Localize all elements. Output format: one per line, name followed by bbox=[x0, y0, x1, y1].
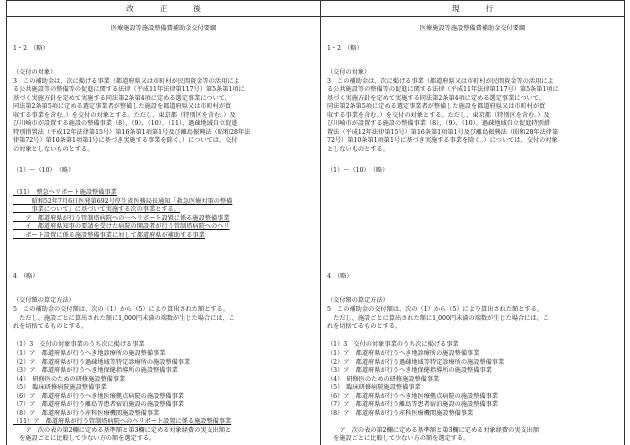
left-line: 収する事業を含む。）を交付の対象とする。ただし、東京都（特別区を含む。）及 bbox=[13, 112, 316, 119]
right-line: れを切捨てるものとする。 bbox=[327, 323, 620, 330]
left-line: 3 この補助金は、次に掲げる事業（都道府県又は市町村が民間資金等の活用によ bbox=[13, 78, 316, 85]
left-line: の対象としないものとする。 bbox=[13, 146, 316, 153]
left-amended-line: イ 都道府県知事の要請を受けた病院の開設者が行う管制塔病院へのヘリ bbox=[13, 223, 316, 230]
current-column bbox=[321, 17, 625, 445]
left-line: 基づく実施方針を定めて実施する同法第2条第4項に定める選定事業について、 bbox=[13, 95, 316, 102]
left-amended-line: ポート設置に係る施設整備事業に対して都道府県が補助する事業 bbox=[13, 232, 316, 239]
left-line: れを切捨てるものとする。 bbox=[13, 323, 316, 330]
current-text bbox=[321, 17, 624, 445]
right-line: 医療施設等施設整備費補助金交付要綱 bbox=[321, 25, 624, 32]
right-line: 同法第2条第5項に定める選定事業者が整備した施設を都道府県又は市町村が買 bbox=[327, 103, 620, 110]
amended-column bbox=[7, 17, 321, 445]
right-line: としないものとする。 bbox=[327, 146, 620, 153]
header-row bbox=[7, 1, 625, 17]
right-line: （交付額の算定方法） bbox=[327, 297, 620, 304]
right-line: （6）ア 都道府県が行うへき地医療拠点病院の施設整備事業 bbox=[327, 393, 620, 400]
right-line: 72号）第10条第1項第1号に基づき実施する事業を除く。）については、交付の対象 bbox=[327, 137, 620, 144]
left-amended-line: ア 都道府県が行う管制塔病院への一ヘリポート設置に係る施設整備事業 bbox=[13, 215, 316, 222]
left-line: 同法第2条第5項に定める選定事業者が整備した施設を都道府県又は市町村が買 bbox=[13, 103, 316, 110]
left-line: 1・2 （略） bbox=[13, 45, 316, 52]
right-line: る公共施設等の整備等の促進に関する法律（平成11年法律第117号）第5条第1項に bbox=[327, 86, 620, 93]
right-line: ただし、施設ごとに算出された額に1,000円未満の端数が生じた場合には、こ bbox=[327, 315, 620, 322]
left-line: を施設ごとに比較して少ない方の額を選定する。 bbox=[13, 435, 316, 442]
left-line: 5 この補助金の交付額は、次の（1）から（5）により算出された額とする。 bbox=[13, 306, 316, 313]
left-line: （6）ア 都道府県が行うへき地医療拠点病院の施設整備事業 bbox=[13, 393, 316, 400]
left-line: （4） 研修医のための研修施設整備事業 bbox=[13, 376, 316, 383]
right-line: 1・2 （略） bbox=[327, 45, 620, 52]
right-line: 4 （略） bbox=[327, 273, 620, 280]
right-line: （1）～（10） （略） bbox=[327, 167, 620, 174]
header-amended: 改正後 bbox=[7, 1, 321, 17]
right-line: （1）ア 都道府県が行うへき地診療所の施設整備事業 bbox=[327, 350, 620, 357]
left-line: （交付の対象） bbox=[13, 69, 316, 76]
right-line: （5） 臨床研修病院施設整備事業 bbox=[327, 384, 620, 391]
left-amended-line: 昭和52年7月6日医発第692号厚生省医務局長通知「救急医療対策の整備 bbox=[13, 198, 316, 205]
right-line: 5 この補助金の交付額は、次の（1）から（5）により算出された額とする。 bbox=[327, 306, 620, 313]
left-line: （2）ア 都道府県が行う過疎地域等特定診療所の施設整備事業 bbox=[13, 359, 316, 366]
right-line: 3 この補助金は、次に掲げる事業（都道府県又は市町村が民間資金等の活用によ bbox=[327, 78, 620, 85]
amended-text bbox=[7, 17, 320, 445]
left-line: る公共施設等の整備等の促進に関する法律（平成11年法律第117号）第5条第1項に bbox=[13, 86, 316, 93]
right-line: （1）3 交付の対象事業のうち次に掲げる事業 bbox=[327, 341, 620, 348]
left-line: （3）ア 都道府県が行うへき地保健指導所の施設整備事業 bbox=[13, 367, 316, 374]
left-line: （1）～（10） （略） bbox=[13, 167, 316, 174]
right-line: （4） 研修医のための研修施設整備事業 bbox=[327, 376, 620, 383]
left-amended-line: （11）ア 都道府県が行う管制塔病院へのヘリポート設置に係る施設整備事業 bbox=[13, 418, 316, 425]
left-line: （1）ア 都道府県が行うへき地診療所の施設整備事業 bbox=[13, 350, 316, 357]
right-line: （交付の対象） bbox=[327, 69, 620, 76]
left-amended-line: 事業について」に基づいて実施する次の事業とする。 bbox=[13, 206, 316, 213]
body-row bbox=[7, 17, 625, 445]
right-line: び川崎市が設置する施設の整備事業（8）、（9）、（10）、過疎地域自立促進特別措 bbox=[327, 120, 620, 127]
left-line: ただし、施設ごとに算出された額に1,000円未満の端数が生じた場合には、こ bbox=[13, 315, 316, 322]
right-line: （7）ア 都道府県が行う離島等患者宿泊施設の施設整備事業 bbox=[327, 401, 620, 408]
left-line: （交付額の算定方法） bbox=[13, 297, 316, 304]
right-line: （3）ア 都道府県が行うへき地保健指導所の施設整備事業 bbox=[327, 367, 620, 374]
right-line: を施設ごとに比較して少ない方の額を選定する。 bbox=[327, 435, 620, 442]
left-line: 4 （略） bbox=[13, 273, 316, 280]
left-line: び川崎市が設置する施設の整備事業（8）、（9）、（10）、（11）、過疎地域自立促進 bbox=[13, 120, 316, 127]
right-line: 収する事業を含む。）を交付の対象とする。ただし、東京都（特別区を含む。）及 bbox=[327, 112, 620, 119]
right-line: ア 次の表の第2欄に定める基準額と第3欄に定める対象経費の実支出額 bbox=[327, 427, 620, 434]
left-line: 医療施設等施設整備費補助金交付要綱 bbox=[7, 25, 320, 32]
left-line: ア 次の表の第2欄に定める基準額と第3欄に定める対象経費の実支出額と bbox=[13, 427, 316, 434]
right-line: 基づく実施方針を定めて実施する同法第2条第4項に定める選定事業について、 bbox=[327, 95, 620, 102]
comparison-table bbox=[6, 0, 625, 445]
left-line: （8）ア 都道府県が行う産科医療機関施設整備事業 bbox=[13, 410, 316, 417]
comparison-document bbox=[6, 0, 624, 441]
header-current: 現行 bbox=[321, 1, 625, 17]
left-amended-line: （11） 整急ヘリポート施設整備事業 bbox=[13, 189, 316, 196]
right-line: （2）ア 都道府県が行う過疎地域等特定診療所の施設整備事業 bbox=[327, 359, 620, 366]
left-line: （1）3 交付の対象事業のうち次に掲げる事業 bbox=[13, 341, 316, 348]
left-line: 律第72号）第10条第1項第1号に基づき実施する事業を除く。）については、交付 bbox=[13, 137, 316, 144]
left-line: （5） 臨床研修病院施設整備事業 bbox=[13, 384, 316, 391]
left-line: 特別措置法（平成12年法律第15号）第16条第1項第1号及び離島振興法（昭和28年法 bbox=[13, 129, 316, 136]
left-line: （7）ア 都道府県が行う離島等患者宿泊施設の施設整備事業 bbox=[13, 401, 316, 408]
right-line: （8）ア 都道府県が行う産科医療機関施設整備事業 bbox=[327, 410, 620, 417]
right-line: 置法（平成12年法律第15号）第16条第1項第1号及び離島振興法（昭和28年法律第 bbox=[327, 129, 620, 136]
